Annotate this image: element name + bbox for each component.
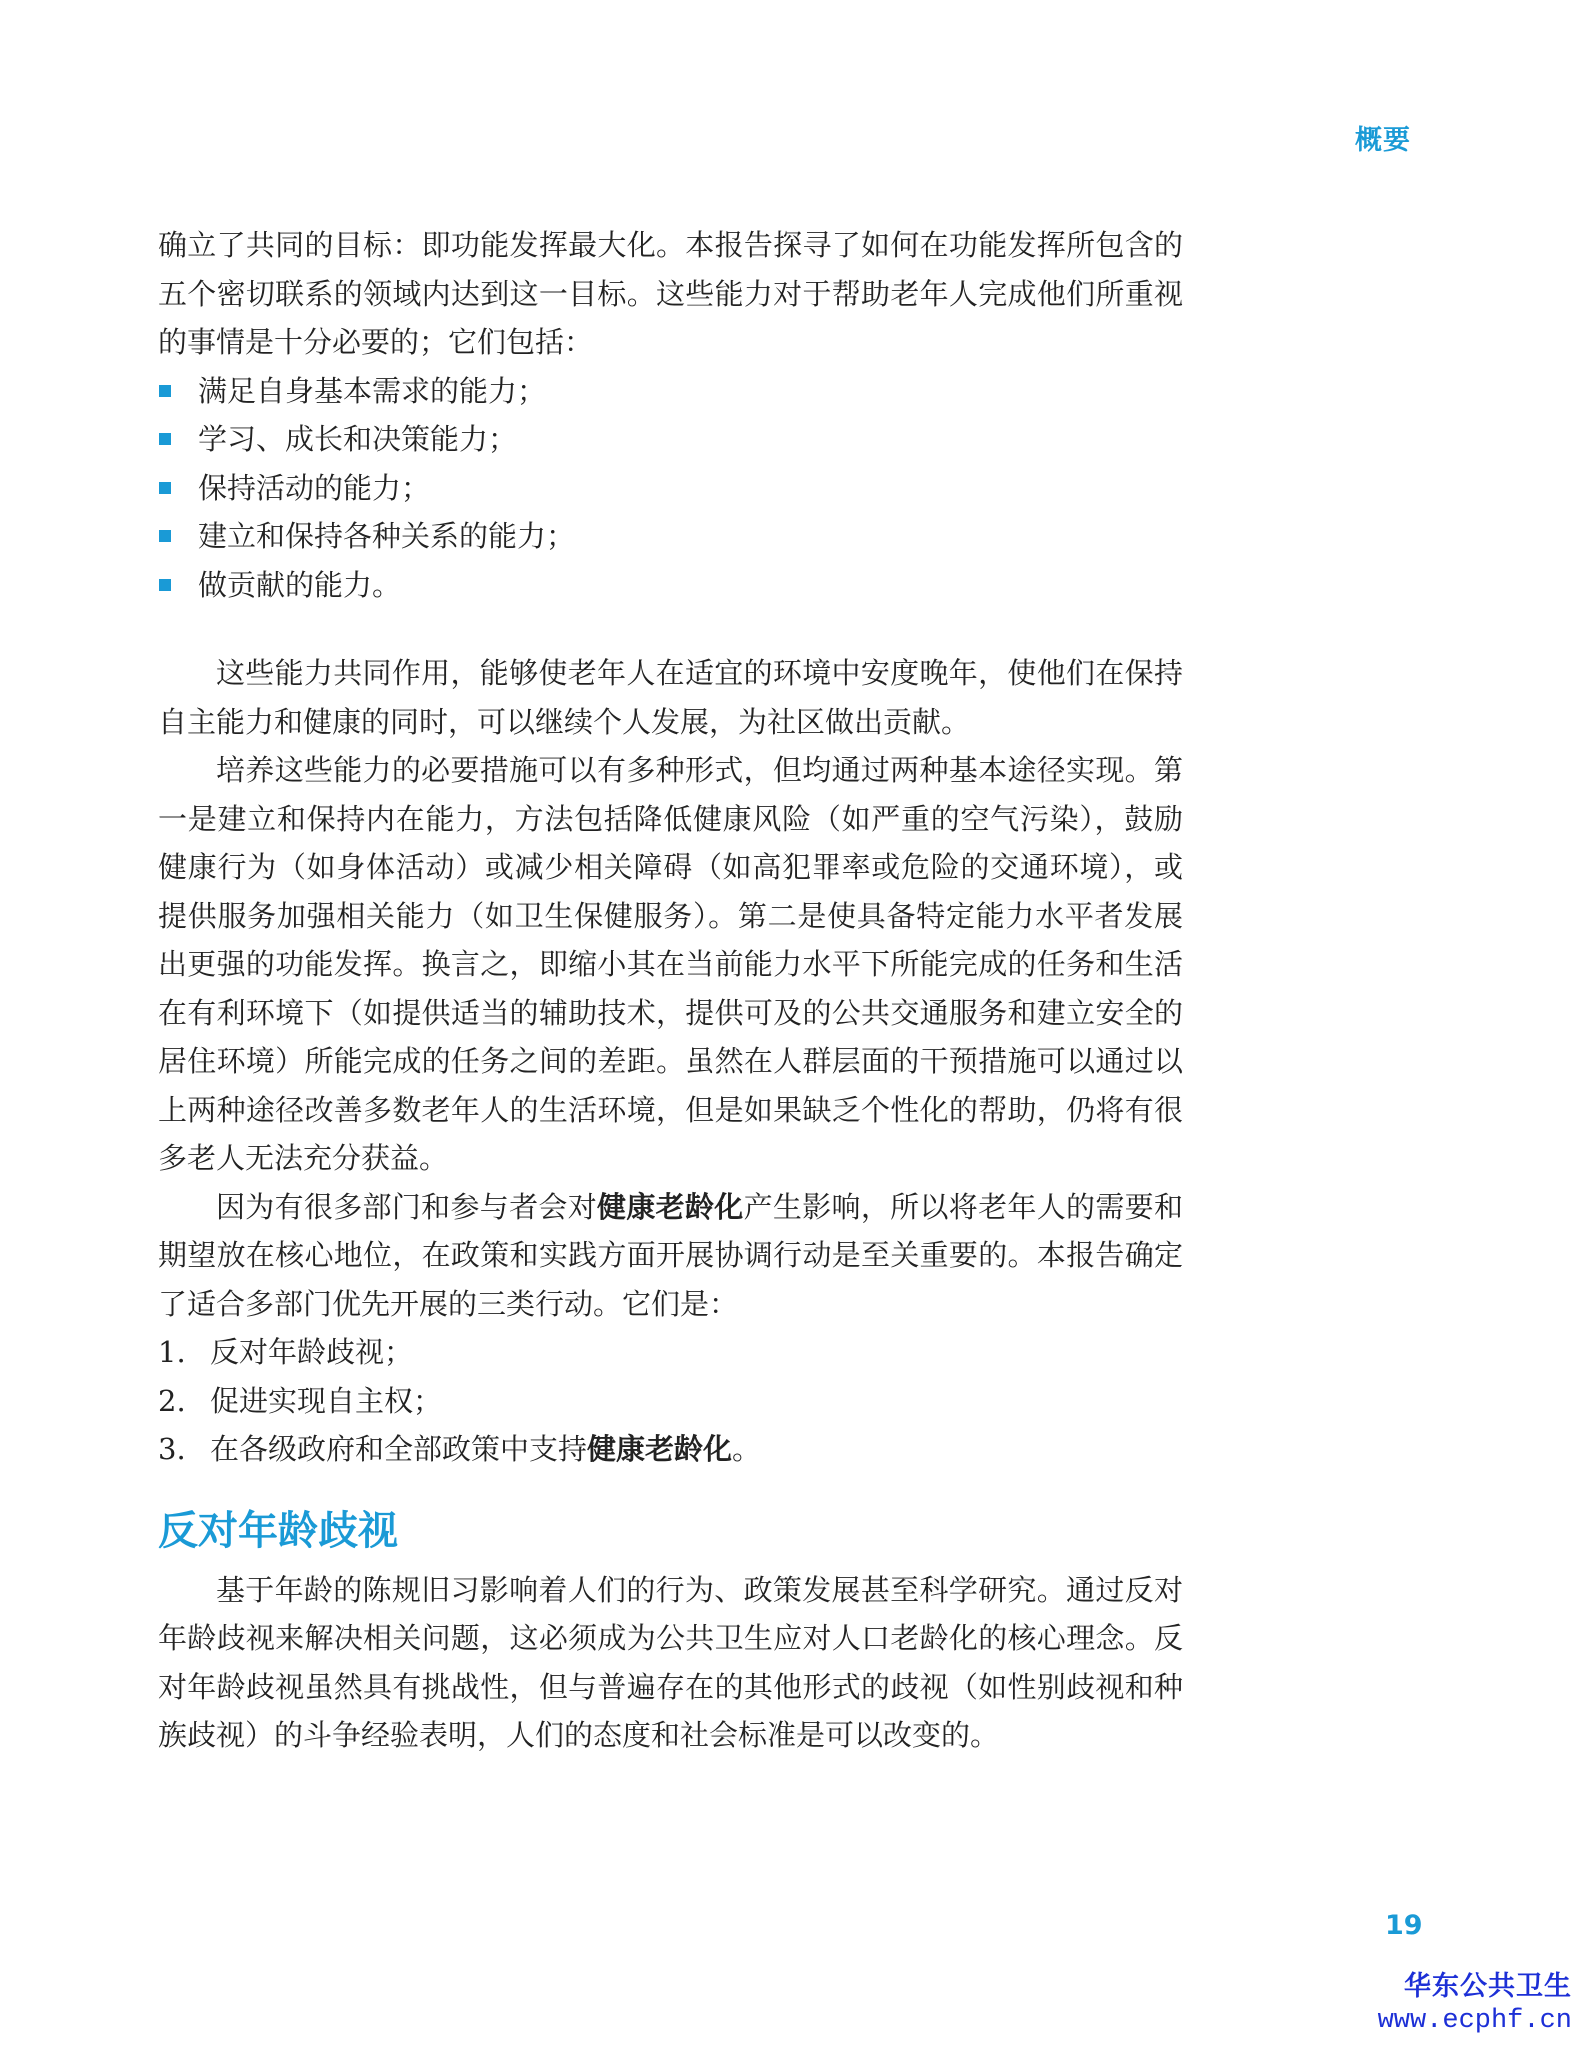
square-bullet-icon bbox=[159, 579, 171, 591]
watermark-url: www.ecphf.cn bbox=[1377, 2006, 1572, 2036]
list-item: 满足自身基本需求的能力； bbox=[158, 367, 1183, 416]
list-item: 3. 在各级政府和全部政策中支持健康老龄化。 bbox=[158, 1432, 762, 1466]
body-paragraph: 培养这些能力的必要措施可以有多种形式，但均通过两种基本途径实现。第一是建立和保持内在能力，方法包括降低健康风险（如严重的空气污染），鼓励健康行为（如身体活动）或减少相关障碍（如高犯罪率或危险的交通环境），或提供服务加强相关能力（如卫生保健服务）。第二是使具备特定能力水平者发展出更强的功能发挥。换言之，即缩小其在当前能力水平下所能完成的任务和生活在有利环境下（如提供适当的辅助技术，提供可及的公共交通服务和建立安全的居住环境）所能完成的任务之间的差距。虽然在人群层面的干预措施可以通过以上两种途径改善多数老年人的生活环境，但是如果缺乏个性化的帮助，仍将有很多老人无法充分获益。 bbox=[158, 753, 1183, 1175]
running-head: 概要 bbox=[1355, 125, 1411, 156]
body-paragraph: 基于年龄的陈规旧习影响着人们的行为、政策发展甚至科学研究。通过反对年龄歧视来解决相关问题，这必须成为公共卫生应对人口老龄化的核心理念。反对年龄歧视虽然具有挑战性，但与普遍存在的其他形式的歧视（如性别歧视和种族歧视）的斗争经验表明，人们的态度和社会标准是可以改变的。 bbox=[158, 1572, 1183, 1752]
watermark bbox=[1372, 1970, 1572, 2038]
page-number: 19 bbox=[1385, 1910, 1423, 1941]
square-bullet-icon bbox=[159, 530, 171, 542]
page-content bbox=[158, 221, 1183, 1760]
list-item: 做贡献的能力。 bbox=[158, 561, 1183, 610]
watermark-name: 华东公共卫生 bbox=[1404, 1971, 1572, 2002]
section-heading: 反对年龄歧视 bbox=[158, 1507, 398, 1554]
intro-paragraph: 确立了共同的目标：即功能发挥最大化。本报告探寻了如何在功能发挥所包含的五个密切联系的领域内达到这一目标。这些能力对于帮助老年人完成他们所重视的事情是十分必要的；它们包括： bbox=[158, 228, 1183, 359]
emphasis-term: 健康老龄化 bbox=[587, 1432, 733, 1466]
square-bullet-icon bbox=[159, 482, 171, 494]
square-bullet-icon bbox=[159, 385, 171, 397]
list-item: 1. 反对年龄歧视； bbox=[158, 1335, 414, 1369]
list-item: 保持活动的能力； bbox=[158, 464, 1183, 513]
list-item: 学习、成长和决策能力； bbox=[158, 415, 1183, 464]
capability-list bbox=[158, 367, 1183, 610]
emphasis-term: 健康老龄化 bbox=[597, 1189, 744, 1224]
body-paragraph: 这些能力共同作用，能够使老年人在适宜的环境中安度晚年，使他们在保持自主能力和健康的同时，可以继续个人发展，为社区做出贡献。 bbox=[158, 656, 1183, 739]
action-list bbox=[158, 1328, 1183, 1474]
body-paragraph: 因为有很多部门和参与者会对健康老龄化产生影响，所以将老年人的需要和期望放在核心地位，在政策和实践方面开展协调行动是至关重要的。本报告确定了适合多部门优先开展的三类行动。它们是： bbox=[158, 1189, 1183, 1321]
square-bullet-icon bbox=[159, 433, 171, 445]
list-item: 建立和保持各种关系的能力； bbox=[158, 512, 1183, 561]
list-item: 2. 促进实现自主权； bbox=[158, 1383, 443, 1418]
